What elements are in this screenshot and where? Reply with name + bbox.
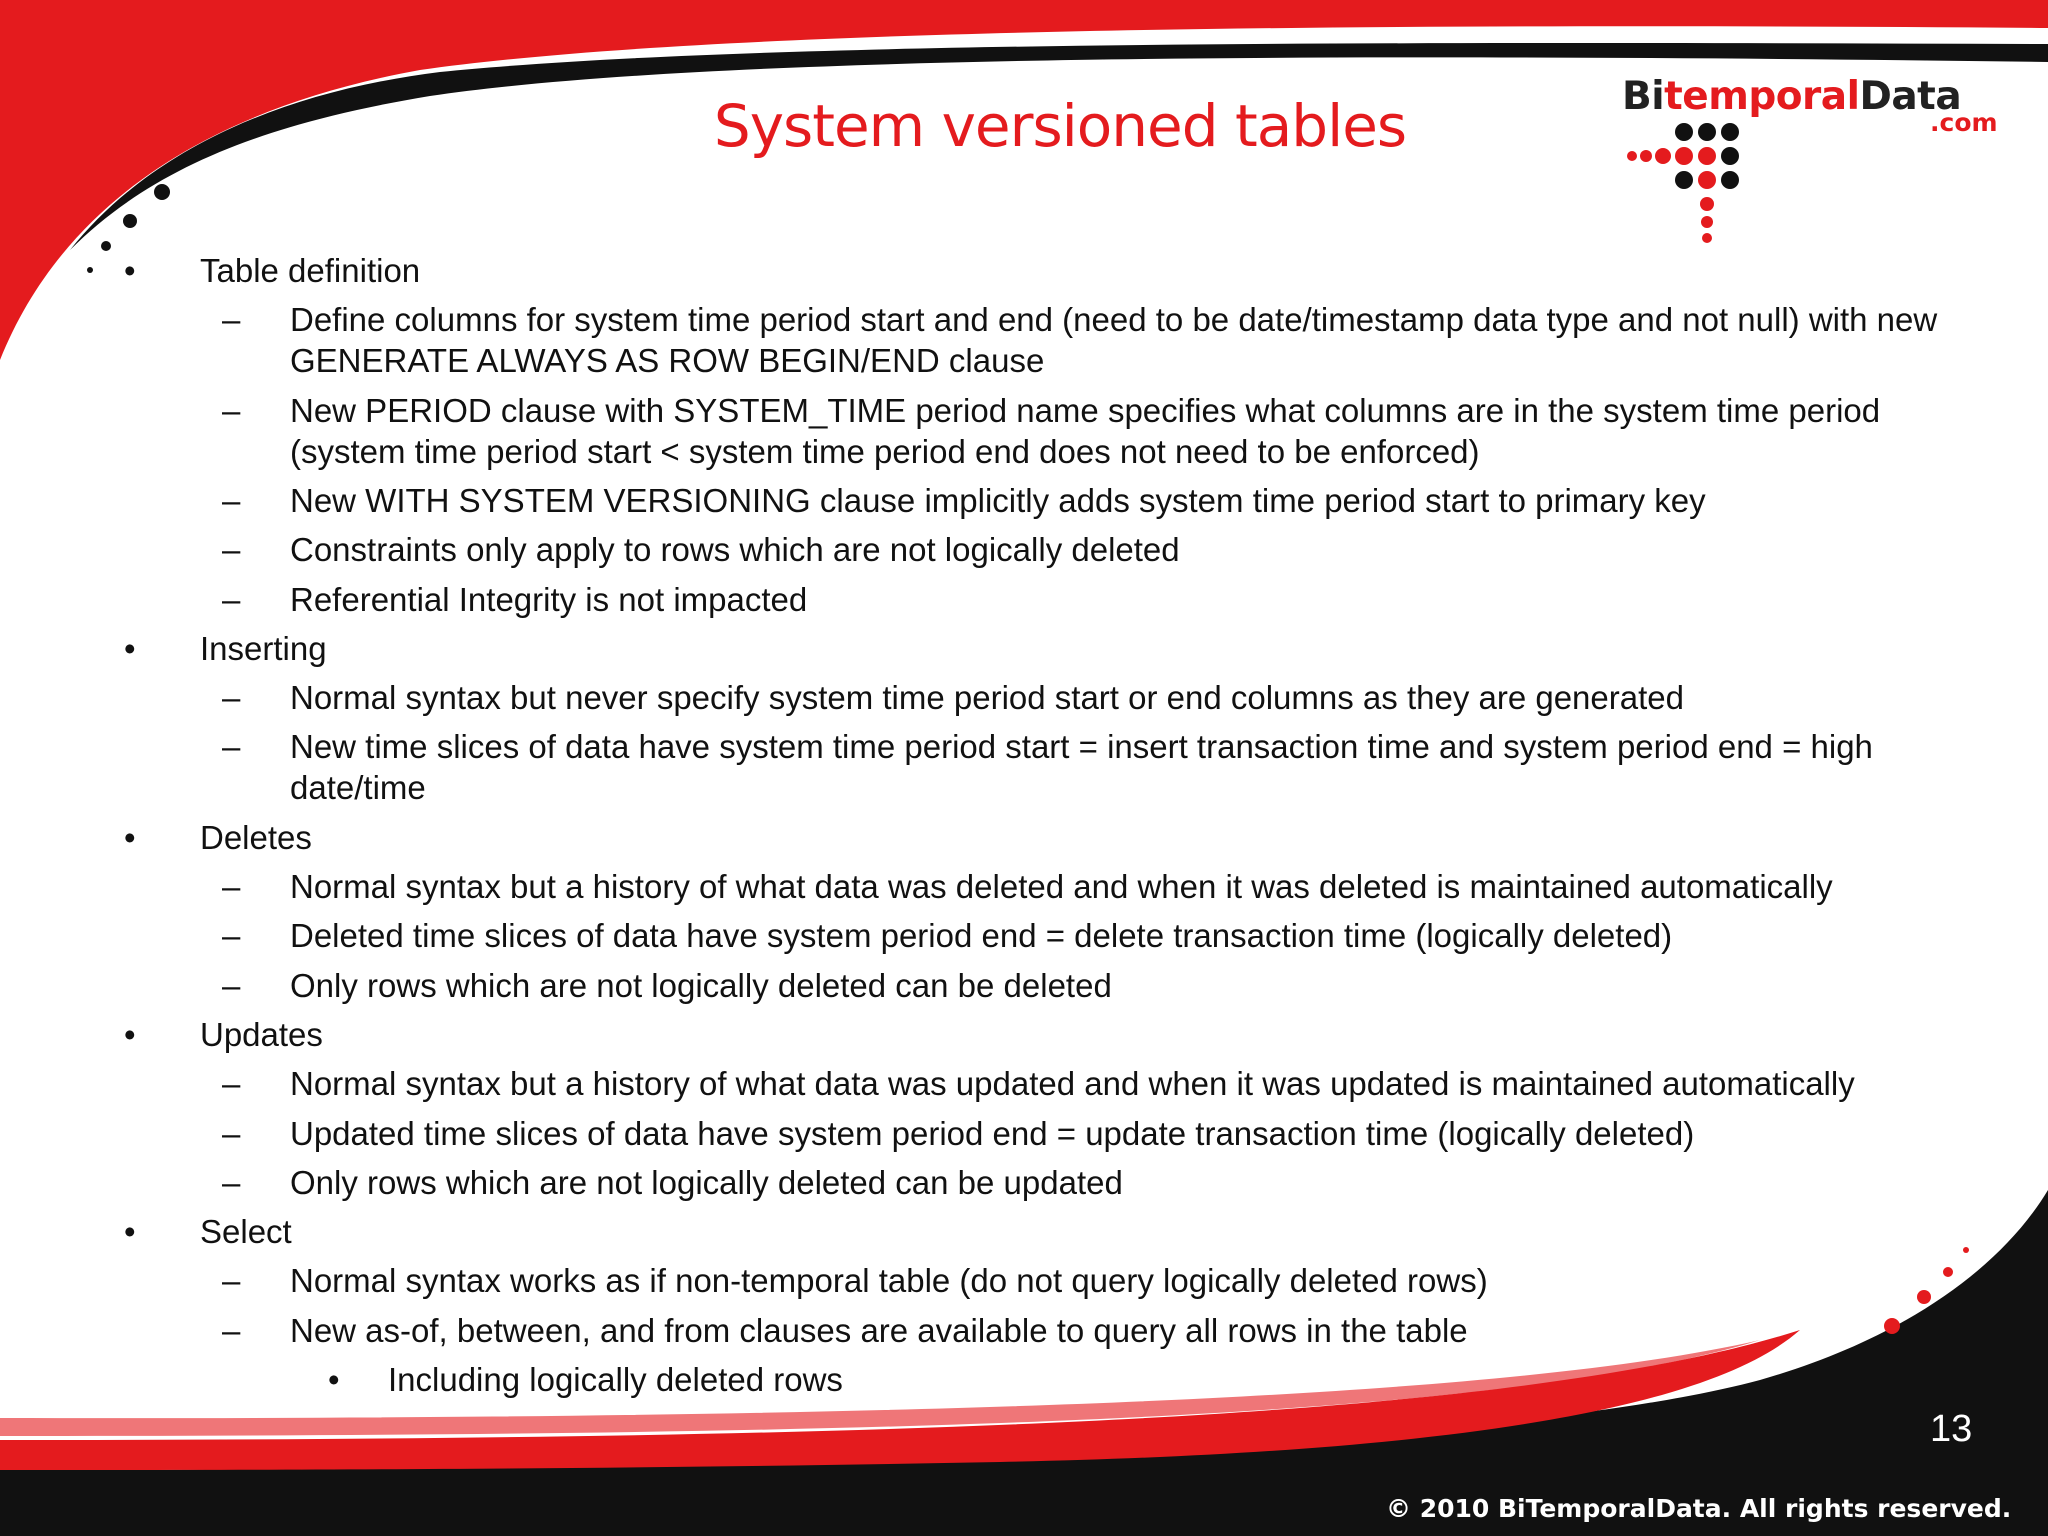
sub-bullet-dash: – bbox=[222, 1262, 241, 1300]
sub-bullet-dash: – bbox=[222, 966, 241, 1004]
deco-dot bbox=[87, 267, 93, 273]
sub-bullet-text: Updated time slices of data have system period end = update transaction time (logically deleted) bbox=[290, 1114, 1695, 1152]
deco-dot bbox=[1917, 1290, 1931, 1304]
sub-bullet-text: Define columns for system time period start and end (need to be date/timestamp data type and not null) with new bbox=[290, 301, 1938, 339]
deco-dot bbox=[1884, 1318, 1900, 1334]
deco-dot bbox=[1963, 1247, 1969, 1253]
sub-bullet-text: New time slices of data have system time period start = insert transaction time and system period end = high bbox=[290, 728, 1873, 766]
sub-bullet-dash: – bbox=[222, 531, 241, 569]
sub-bullet-dash: – bbox=[222, 301, 241, 339]
bullet-dot: • bbox=[124, 629, 136, 667]
slide-title: System versioned tables bbox=[713, 92, 1407, 160]
sub-bullet-text: New PERIOD clause with SYSTEM_TIME period name specifies what columns are in the system time period bbox=[290, 391, 1881, 429]
sub-bullet-text: Constraints only apply to rows which are not logically deleted bbox=[290, 531, 1180, 569]
sub-bullet-text: New WITH SYSTEM VERSIONING clause implicitly adds system time period start to primary key bbox=[290, 481, 1706, 519]
sub-bullet-text: GENERATE ALWAYS AS ROW BEGIN/END clause bbox=[290, 342, 1045, 380]
sub-bullet-dash: – bbox=[222, 868, 241, 905]
bullet-dot: • bbox=[124, 252, 136, 289]
logo-part-bi: Bi bbox=[1622, 74, 1665, 119]
bullet-text: Select bbox=[200, 1213, 292, 1251]
deco-dot bbox=[101, 241, 111, 251]
bullet-text: Deletes bbox=[200, 818, 312, 856]
deco-dot bbox=[154, 184, 170, 200]
sub-bullet-text: New as-of, between, and from clauses are available to query all rows in the table bbox=[290, 1311, 1468, 1349]
sub-bullet-text: Normal syntax but a history of what data was deleted and when it was deleted is maintained automatically bbox=[290, 868, 1833, 905]
sub-bullet-dash: – bbox=[222, 728, 241, 766]
bullet-text: Updates bbox=[200, 1015, 323, 1053]
sub-bullet-dash: – bbox=[222, 1065, 241, 1103]
bullet-dot: • bbox=[124, 1015, 136, 1053]
sub-bullet-dash: – bbox=[222, 917, 241, 955]
sub-bullet-dash: – bbox=[222, 481, 241, 519]
bullet-text: Inserting bbox=[200, 629, 327, 667]
sub-bullet-text: Only rows which are not logically deleted can be deleted bbox=[290, 966, 1112, 1004]
sub-bullet-text: Normal syntax works as if non-temporal table (do not query logically deleted rows) bbox=[290, 1262, 1488, 1300]
sub-bullet-text: Only rows which are not logically deleted can be updated bbox=[290, 1163, 1123, 1201]
sub-bullet-dash: – bbox=[222, 679, 241, 717]
sub-sub-bullet-text: Including logically deleted rows bbox=[388, 1361, 843, 1398]
sub-bullet-dash: – bbox=[222, 580, 241, 618]
bullet-dot: • bbox=[124, 818, 136, 856]
deco-dot bbox=[1943, 1267, 1953, 1277]
page-number: 13 bbox=[1930, 1408, 1973, 1450]
sub-sub-bullet-dot: • bbox=[328, 1361, 340, 1398]
sub-bullet-dash: – bbox=[222, 1163, 241, 1201]
logo-part-temporal: temporal bbox=[1664, 74, 1860, 119]
copyright-footer: © 2010 BiTemporalData. All rights reserved. bbox=[1386, 1494, 2012, 1523]
sub-bullet-text: Normal syntax but never specify system time period start or end columns as they are generated bbox=[290, 679, 1684, 717]
sub-bullet-text: Deleted time slices of data have system period end = delete transaction time (logically deleted) bbox=[290, 917, 1673, 955]
logo bbox=[1622, 74, 1961, 119]
sub-bullet-text: (system time period start < system time period end does not need to be enforced) bbox=[290, 432, 1480, 470]
sub-bullet-dash: – bbox=[222, 1114, 241, 1152]
deco-dot bbox=[123, 214, 137, 228]
sub-bullet-text: date/time bbox=[290, 769, 426, 807]
logo-part-data: Data bbox=[1859, 74, 1962, 119]
logo-suffix: .com bbox=[1930, 108, 1998, 137]
sub-bullet-dash: – bbox=[222, 391, 241, 429]
sub-bullet-dash: – bbox=[222, 1311, 241, 1349]
logo-dots-icon bbox=[1620, 118, 1750, 248]
bullet-text: Table definition bbox=[200, 252, 421, 289]
bullet-dot: • bbox=[124, 1213, 136, 1251]
sub-bullet-text: Normal syntax but a history of what data was updated and when it was updated is maintained automatically bbox=[290, 1065, 1855, 1103]
sub-bullet-text: Referential Integrity is not impacted bbox=[290, 580, 808, 618]
